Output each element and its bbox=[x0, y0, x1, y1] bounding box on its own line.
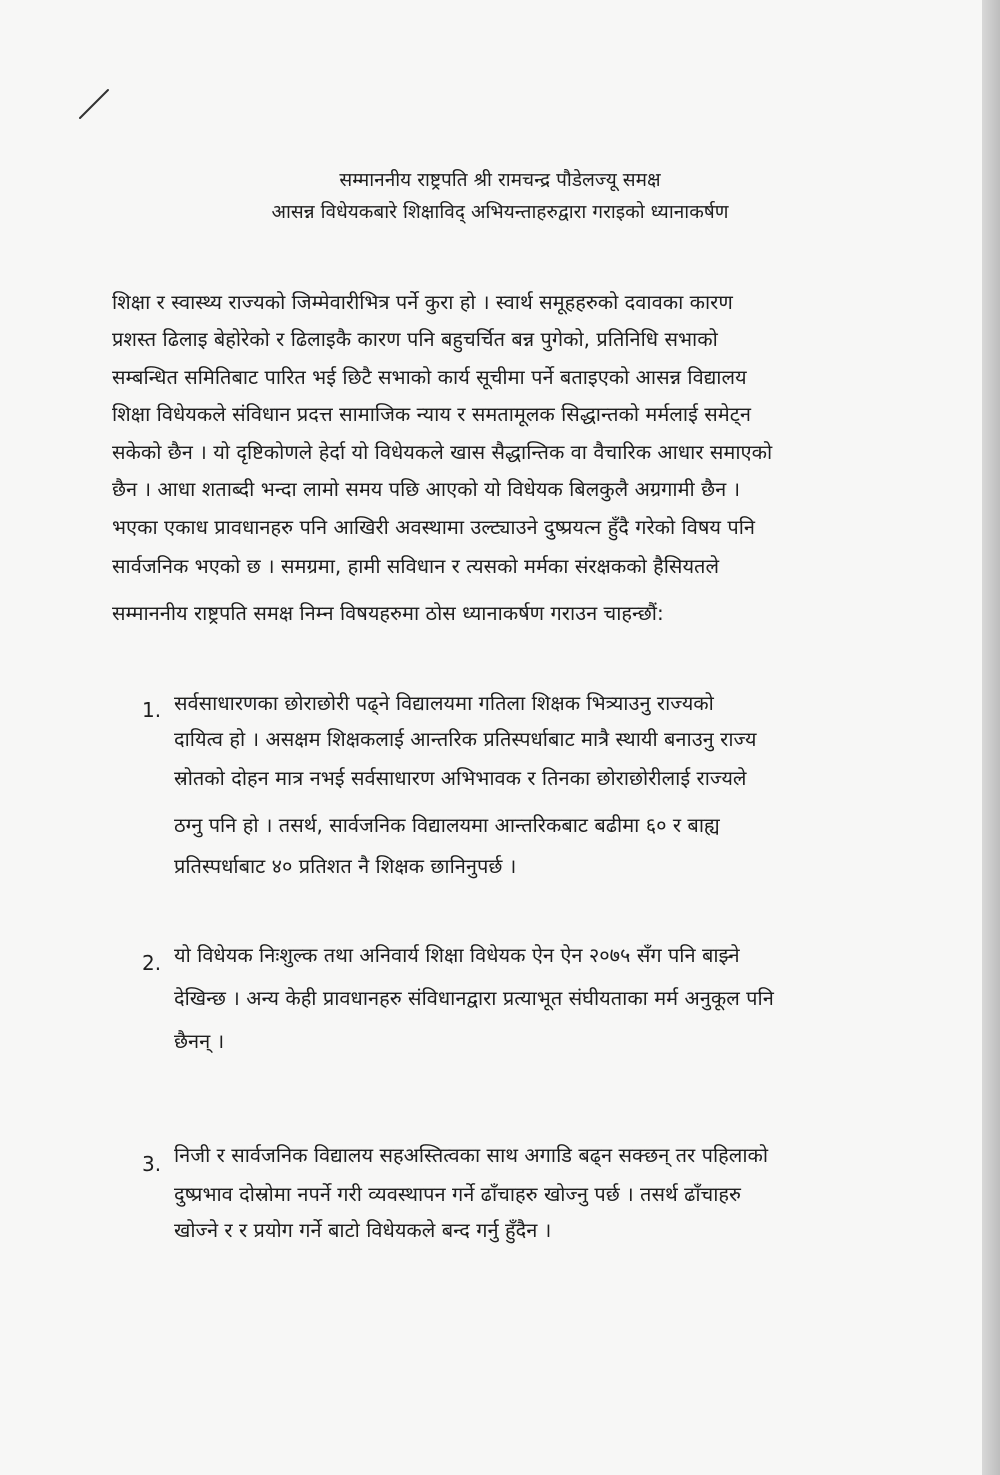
intro-line: सम्बन्धित समितिबाट पारित भई छिटै सभाको कार्य सूचीमा पर्ने बताइएको आसन्न विद्यालय bbox=[112, 365, 747, 389]
intro-line: छैन । आधा शताब्दी भन्दा लामो समय पछि आएको यो विधेयक बिलकुलै अग्रगामी छैन । bbox=[112, 477, 741, 501]
intro-line: शिक्षा र स्वास्थ्य राज्यको जिम्मेवारीभित्र पर्ने कुरा हो । स्वार्थ समूहहरुको दवावका कारण bbox=[112, 290, 733, 314]
list-item-line: देखिन्छ । अन्य केही प्रावधानहरु संविधानद्वारा प्रत्याभूत संघीयताका मर्म अनुकूल पनि bbox=[174, 986, 774, 1010]
list-item-line: दुष्प्रभाव दोस्रोमा नपर्ने गरी व्यवस्थापन गर्ने ढाँचाहरु खोज्नु पर्छ । तसर्थ ढाँचाहरु bbox=[174, 1182, 742, 1206]
list-item-line: यो विधेयक निःशुल्क तथा अनिवार्य शिक्षा विधेयक ऐन ऐन २०७५ सँग पनि बाझ्ने bbox=[174, 943, 740, 967]
list-item-line: छैनन् । bbox=[174, 1029, 225, 1053]
list-item-number: 3. bbox=[142, 1152, 162, 1176]
list-item-line: दायित्व हो । असक्षम शिक्षकलाई आन्तरिक प्रतिस्पर्धाबाट मात्रै स्थायी बनाउनु राज्य bbox=[174, 727, 757, 751]
list-item-line: स्रोतको दोहन मात्र नभई सर्वसाधारण अभिभावक र तिनका छोराछोरीलाई राज्यले bbox=[174, 766, 747, 790]
intro-line: भएका एकाध प्रावधानहरु पनि आखिरी अवस्थामा उल्ट्याउने दुष्प्रयत्न हुँदै गरेको विषय पनि bbox=[112, 515, 756, 539]
list-item-line: ठग्नु पनि हो । तसर्थ, सार्वजनिक विद्यालयमा आन्तरिकबाट बढीमा ६० र बाह्य bbox=[174, 813, 720, 837]
document-title-line-2: आसन्न विधेयकबारे शिक्षाविद् अभियन्ताहरुद्वारा गराइको ध्यानाकर्षण bbox=[271, 201, 729, 223]
list-item-line: खोज्ने र र प्रयोग गर्ने बाटो विधेयकले बन्द गर्नु हुँदैन । bbox=[174, 1218, 552, 1242]
list-item-line: निजी र सार्वजनिक विद्यालय सहअस्तित्वका साथ अगाडि बढ्न सक्छन् तर पहिलाको bbox=[174, 1143, 769, 1167]
list-item-number: 1. bbox=[142, 698, 162, 722]
document-title-line-1: सम्माननीय राष्ट्रपति श्री रामचन्द्र पौडेलज्यू समक्ष bbox=[339, 169, 661, 191]
intro-line: शिक्षा विधेयकले संविधान प्रदत्त सामाजिक न्याय र समतामूलक सिद्धान्तको मर्मलाई समेट्न bbox=[112, 402, 751, 426]
intro-line: प्रशस्त ढिलाइ बेहोरेको र ढिलाइकै कारण पनि बहुचर्चित बन्न पुगेको, प्रतिनिधि सभाको bbox=[112, 327, 718, 351]
intro-line: सकेको छैन । यो दृष्टिकोणले हेर्दा यो विधेयकले खास सैद्धान्तिक वा वैचारिक आधार समाएको bbox=[112, 440, 773, 464]
paper-edge-shadow bbox=[982, 0, 1000, 1475]
list-item-number: 2. bbox=[142, 951, 162, 975]
list-item-line: सर्वसाधारणका छोराछोरी पढ्ने विद्यालयमा गतिला शिक्षक भित्र्याउनु राज्यको bbox=[174, 691, 714, 715]
intro-line: सार्वजनिक भएको छ । समग्रमा, हामी सविधान र त्यसको मर्मका संरक्षकको हैसियतले bbox=[112, 554, 720, 578]
list-item-line: प्रतिस्पर्धाबाट ४० प्रतिशत नै शिक्षक छानिनुपर्छ । bbox=[174, 854, 517, 878]
intro-line: सम्माननीय राष्ट्रपति समक्ष निम्न विषयहरुमा ठोस ध्यानाकर्षण गराउन चाहन्छौं: bbox=[112, 601, 664, 625]
pen-stroke-mark bbox=[78, 86, 118, 126]
